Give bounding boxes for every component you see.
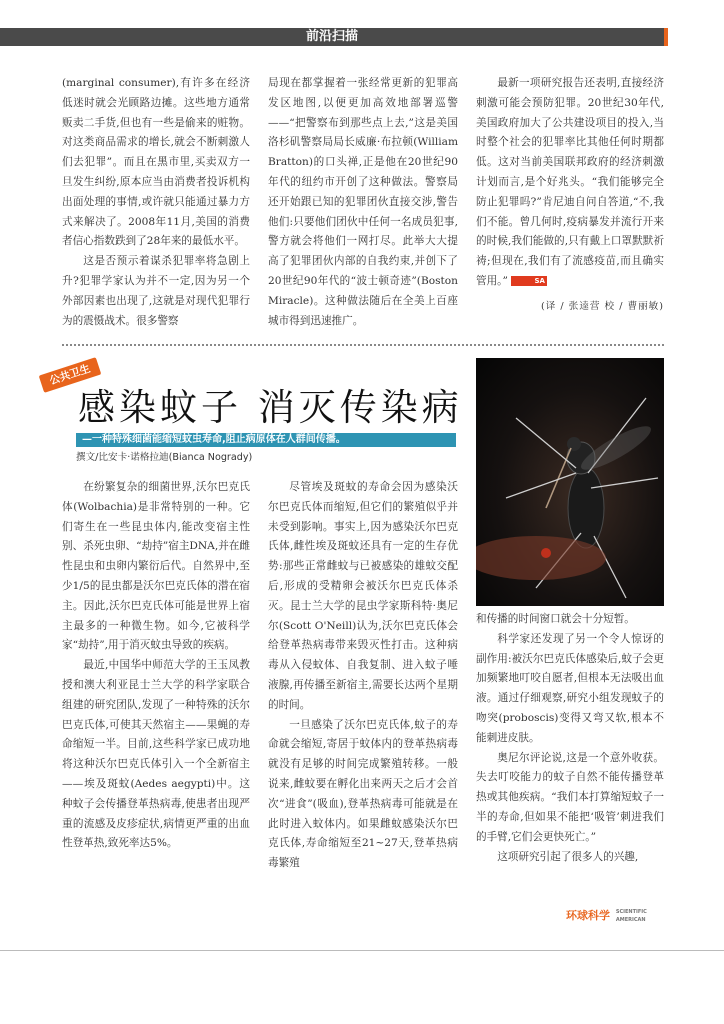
paragraph: 科学家还发现了另一个令人惊讶的副作用:被沃尔巴克氏体感染后,蚊子会更加频繁地叮咬自愿者,但根本无法吸出血液。通过仔细观察,研究小组发现蚊子的吻突(proboscis)变得又弯又软,根本不能刺进皮肤。 (476, 632, 664, 744)
paragraph: 局现在都掌握着一张经常更新的犯罪高发区地图,以便更加高效地部署巡警——“把警察布到那些点上去,”这是美国洛杉矶警察局局长威廉·布拉顿(William Bratton)的口头禅,正是他在20世纪90年代的纽约市开创了这种做法。警察局还开始跟已知的犯罪团伙直接交涉,警告他们:只要他们团伙中任何一名成员犯事,警方就会将他们一网打尽。此举大大提高了犯罪团伙内部的自我约束,并创下了20世纪90年代的“波士顿奇迹”(Boston Miracle)。这种做法随后在全美上百座城市得到迅速推广。 (268, 77, 458, 327)
mosquito-icon (476, 358, 664, 606)
section-title: 前沿扫描 (282, 28, 382, 46)
paragraph (476, 74, 664, 292)
top-article-col1 (62, 74, 250, 344)
bottom-article-col3 (476, 610, 664, 895)
article-subtitle: —一种特殊细菌能缩短蚊虫寿命,阻止病原体在人群间传播。 (76, 433, 456, 447)
brand-name: 环球科学 (566, 909, 610, 922)
article-title: 感染蚊子 消灭传染病 (78, 386, 463, 429)
footer-rule (0, 950, 724, 951)
top-article-col2 (268, 74, 458, 344)
bottom-article-col1 (62, 478, 250, 888)
category-tag: 公共卫生 (39, 357, 102, 393)
magazine-brand (566, 908, 666, 924)
mosquito-photo (476, 358, 664, 606)
top-article-col3 (476, 74, 664, 344)
bottom-article-col2 (268, 478, 458, 888)
sa-end-badge: SA (511, 276, 547, 286)
header-accent (664, 28, 668, 46)
paragraph: 在纷繁复杂的细菌世界,沃尔巴克氏体(Wolbachia)是非常特别的一种。它们寄生在一些昆虫体内,能改变宿主性别、杀死虫卵、“劫持”宿主DNA,并在雌性昆虫和虫卵内繁衍后代。自然界中,至少1/5的昆虫都是沃尔巴克氏体的潜在宿主。因此,沃尔巴克氏体可能是世界上宿主最多的一种微生物。如今,它被科学家“劫持”,用于消灭蚊虫导致的疾病。 (62, 481, 250, 652)
paragraph: 一旦感染了沃尔巴克氏体,蚊子的寿命就会缩短,寄居于蚊体内的登革热病毒就没有足够的时间完成繁殖转移。一般说来,雌蚊要在孵化出来两天之后才会首次“进食”(吸血),登革热病毒可能就是在此时进入蚊体内。如果雌蚊感染沃尔巴克氏体,寿命缩短至21~27天,登革热病毒繁殖 (268, 718, 458, 870)
brand-logo: SCIENTIFIC AMERICAN (615, 909, 647, 923)
paragraph: 最近,中国华中师范大学的王玉凤教授和澳大利亚昆士兰大学的科学家联合组建的研究团队,发现了一种特殊的沃尔巴克氏体,可使其天然宿主——果蝇的寿命缩短一半。目前,这些科学家已成功地将这种沃尔巴克氏体引入一个全新宿主——埃及斑蚊(Aedes aegypti)中。这种蚊子会传播登革热病毒,使患者出现严重的流感及皮疹症状,病情更严重的出血性登革热,致死率达5%。 (62, 659, 250, 850)
paragraph: 尽管埃及斑蚊的寿命会因为感染沃尔巴克氏体而缩短,但它们的繁殖似乎并未受到影响。事实上,因为感染沃尔巴克氏体,雌性埃及斑蚊还具有一定的生存优势:那些正常雌蚊与已被感染的雄蚊交配后,形成的受精卵会被沃尔巴克氏体杀灭。昆士兰大学的昆虫学家斯科特·奥尼尔(Scott O'Neill)认为,沃尔巴克氏体会给登革热病毒带来毁灭性打击。这种病毒从入侵蚊体、自我复制、进入蚊子唾液腺,再传播至新宿主,需要长达两个星期的时间。 (268, 481, 458, 711)
paragraph: 这项研究引起了很多人的兴趣, (497, 850, 639, 863)
paragraph-text: 最新一项研究报告还表明,直接经济刺激可能会预防犯罪。20世纪30年代,美国政府加大了公共建设项目的投入,当时整个社会的犯罪率比其他任何时期都低。这对当前美国联邦政府的经济刺激计划而言,是个好兆头。“我们能够完全防止犯罪吗?”肯尼迪自问自答道,“不,我们不能。曾几何时,疫病暴发并流行开来的时候,我们能做的,只有戴上口罩默默祈祷;但现在,我们有了流感疫苗,而且确实管用。” (476, 77, 664, 287)
translator-credit: (译 / 张逵营 校 / 曹丽敏) (541, 300, 664, 312)
paragraph: (marginal consumer),有许多在经济低迷时就会光顾路边摊。这些地方通常贩卖二手货,但也有一些是偷来的赃物。对这类商品需求的增长,就会不断刺激人们去犯罪”。而且在黑市里,买卖双方一旦发生纠纷,原本应当由消费者投诉机构出面处理的事情,或许就只能通过暴力方式来解决了。2008年11月,美国的消费者信心指数跌到了28年来的最低水平。 (62, 77, 250, 248)
paragraph: 和传播的时间窗口就会十分短暂。 (476, 613, 635, 625)
paragraph: 奥尼尔评论说,这是一个意外收获。失去叮咬能力的蚊子自然不能传播登革热或其他疾病。“我们本打算缩短蚊子一半的寿命,但如果不能把‘吸管’刺进我们的手臂,它们会更快死亡。” (476, 751, 664, 843)
paragraph: 这是否预示着谋杀犯罪率将急剧上升?犯罪学家认为并不一定,因为另一个外部因素也出现了,这就是对现代犯罪行为的震慑战术。很多警察 (62, 255, 250, 327)
article-byline: 撰文/比安卡·诺格拉迪(Bianca Nogrady) (76, 452, 253, 463)
article-divider (62, 344, 664, 346)
